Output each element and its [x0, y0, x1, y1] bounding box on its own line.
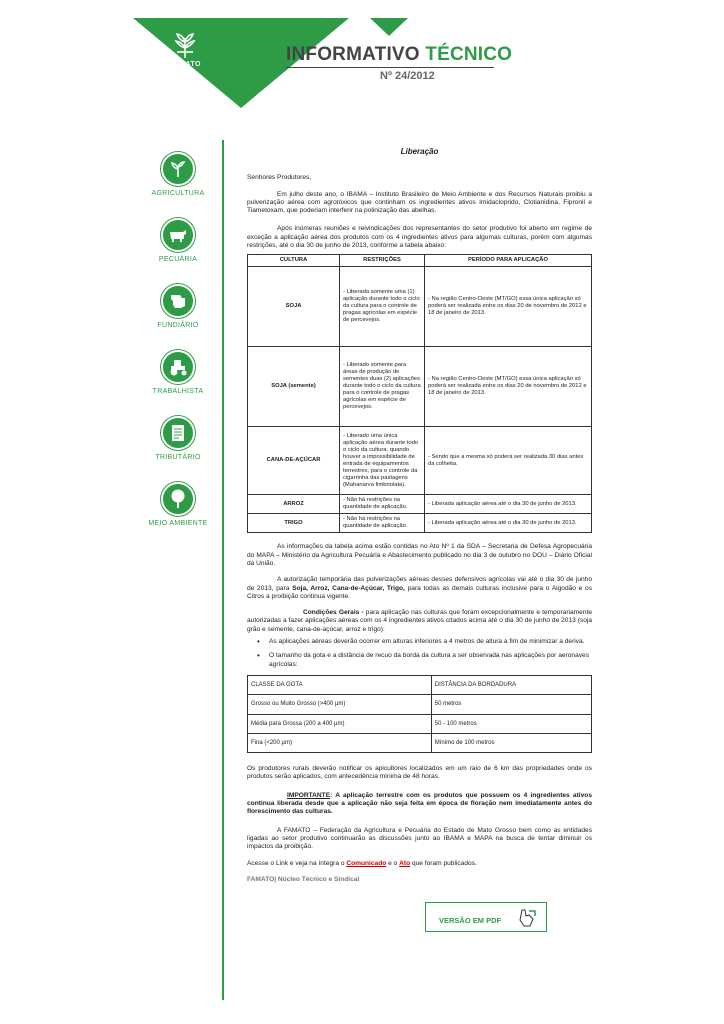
conditions-text: para aplicação nas culturas que foram excepcionalmente e temporariamente autorizadas a fazer aplicações aéreas com os 4 ingredientes ativos citados acima até o dia 30 de junho de 2013 (soja grão e semente, cana-de-açúcar, arroz e trigo): [247, 609, 592, 633]
p4-text: A autorização temporária das pulverizações aéreas desses defensivos agrícolas vai até o dia 30 de junho de 2013, para [247, 576, 592, 592]
plant-icon [161, 152, 195, 186]
page-title [286, 44, 512, 66]
map-icon [161, 284, 195, 318]
sidebar-item-label: TRIBUTÁRIO [155, 454, 201, 461]
table-row [248, 733, 592, 752]
table-cell: Grosso ou Muito Grosso (>400 µm) [248, 695, 432, 714]
sidebar-item-meio-ambiente[interactable] [148, 482, 208, 527]
table-header: CLASSE DA GOTA [248, 675, 432, 694]
table-row [248, 347, 592, 427]
ato-link[interactable]: Ato [399, 859, 411, 867]
paragraph-4 [247, 576, 592, 601]
sidebar-item-trabalhista[interactable] [148, 350, 208, 395]
p9-text-mid: e o [386, 859, 400, 867]
table-header: PERÍODO PARA APLICAÇÃO [425, 255, 592, 267]
table-cell: TRIGO [248, 514, 340, 533]
conditions-list [257, 638, 592, 669]
table-row [248, 714, 592, 733]
sidebar-item-label: AGRICULTURA [151, 190, 205, 197]
greeting: Senhores Produtores, [247, 174, 312, 182]
table-header: RESTRIÇÕES [340, 255, 425, 267]
sidebar-item-pecuaria[interactable] [148, 218, 208, 263]
paragraph-3: As informações da tabela acima estão contidas no Ato Nº 1 da SDA – Secretaria de Defesa Agropecuária do MAPA – Ministério da Agricultura Pecuária e Abastecimento publicado no dia 3 de outubro no DOU – Diário Oficial da União. [247, 543, 592, 567]
p9-text-end: que foram publicados. [410, 859, 477, 867]
pdf-version-button[interactable] [425, 902, 547, 932]
famato-logo [160, 30, 210, 74]
header-triangle [370, 18, 408, 36]
table-cell: - Sendo que a mesma só poderá ser realizada 30 dias antes da colheita. [425, 427, 592, 495]
table-cell: ARROZ [248, 495, 340, 514]
table-cell: - Na região Centro-Oeste (MT/GO) essa única aplicação só poderá ser realizada entre os dias 20 de novembro de 2012 e 18 de janeiro de 2013. [425, 267, 592, 347]
cow-icon [161, 218, 195, 252]
table-cell: - Liberado somente para áreas de produção de sementes duas (2) aplicações durante todo o ciclo da cultura para o controle de pragas agrícolas em espécie de percevejos. [340, 347, 425, 427]
important-text: : A aplicação terrestre com os produtos que possuem os 4 ingredientes ativos continua liberada desde que a aplicação não seja feita em época de floração nem imediatamente antes do florescimento das culturas. [247, 791, 592, 816]
paragraph-8: A FAMATO – Federação da Agricultura e Pecuária do Estado de Mato Grosso bem como as entidades ligadas ao setor produtivo continuarão as discussões junto ao IBAMA e MAPA na busca de tentar diminuir os impactos da proibição. [247, 826, 592, 851]
header-divider [286, 67, 494, 68]
table-row [248, 267, 592, 347]
sidebar-item-fundiario[interactable] [148, 284, 208, 329]
table-cell: CANA-DE-AÇÚCAR [248, 427, 340, 495]
table-cell: - Liberada aplicação aérea até o dia 30 de junho de 2013. [425, 495, 592, 514]
title-part-1: INFORMATIVO [286, 44, 420, 65]
tractor-icon [161, 350, 195, 384]
table-cell: Mínimo de 100 metros [431, 733, 591, 752]
table-header: CULTURA [248, 255, 340, 267]
sidebar-divider [222, 140, 224, 1000]
table-row [248, 514, 592, 533]
important-label: IMPORTANTE [287, 791, 331, 799]
table-cell: - Liberado uma única aplicação aérea durante todo o ciclo da cultura, quando houver a impossibilidade de entrada de equipamentos terrestres, para o controle da cigarrinha das pastagens (Mahanarva fimbriolata). [340, 427, 425, 495]
wheat-logo-icon [170, 30, 200, 60]
list-item: • As aplicações aéreas deverão ocorrer em alturas inferiores a 4 metros de altura a fim de minimizar a deriva. [257, 638, 592, 646]
footer-credit: FAMATO| Núcleo Técnico e Sindical [247, 875, 360, 883]
logo-text: FAMATO [169, 61, 201, 68]
sidebar-item-label: TRABALHISTA [152, 388, 204, 395]
paragraph-9 [247, 860, 592, 868]
comunicado-link[interactable]: Comunicado [346, 859, 387, 867]
p4-crops: Soja, Arroz, Cana-de-Açúcar, Trigo, [292, 584, 405, 592]
p9-text: Acesse o Link e veja na íntegra o [247, 859, 347, 867]
table-cell: - Liberada somente uma (1) aplicação durante todo o ciclo da cultura para o controle de pragas agrícolas em espécie de percevejos. [340, 267, 425, 347]
table-cell: - Liberada aplicação aérea até o dia 30 de junho de 2013. [425, 514, 592, 533]
list-item: • O tamanho da gota e a distância de recuo da borda da cultura a ser observada nas aplicações por aeronaves agrícolas: [257, 652, 592, 669]
table-cell: - Na região Centro-Oeste (MT/GO) essa única aplicação só poderá ser realizada entre os dias 20 de novembro de 2012 e 18 de janeiro de 2013. [425, 347, 592, 427]
table-row [248, 427, 592, 495]
sidebar-item-agricultura[interactable] [148, 152, 208, 197]
paragraph-1: Em julho deste ano, o IBAMA – Instituto Brasileiro de Meio Ambiente e dos Recursos Naturais proibiu a pulverização aérea com agrotóxicos que continham os ingredientes ativos Imidacloprido, Clotianidina, Fipronil e Tiametoxam, que poderiam interferir na polinização das abelhas. [247, 190, 592, 215]
paragraph-7 [247, 792, 592, 817]
article [247, 148, 592, 888]
paragraph-5 [247, 609, 592, 634]
restrictions-table [247, 254, 592, 533]
article-title: Liberação [400, 147, 439, 156]
sidebar-item-label: PECUÁRIA [158, 256, 198, 263]
pdf-button-label: VERSÃO EM PDF [439, 916, 502, 925]
table-header-row [248, 675, 592, 694]
table-header: DISTÂNCIA DA BORDADURA [431, 675, 591, 694]
table-cell: 50 - 100 metros [431, 714, 591, 733]
p4-text-end: para todas as demais culturas inclusive para o Algodão e os Citros a proibição continua vigente. [247, 584, 593, 600]
droplet-table [247, 675, 592, 753]
table-row [248, 495, 592, 514]
issue-number: Nº 24/2012 [380, 70, 435, 82]
table-row [248, 695, 592, 714]
sidebar-item-label: MEIO AMBIENTE [148, 520, 208, 527]
table-cell: 50 metros [431, 695, 591, 714]
tree-icon [161, 482, 195, 516]
paragraph-6: Os produtores rurais deverão notificar os apicultores localizados em um raio de 6 km das propriedades onde os produtos serão aplicados, com antecedência mínima de 48 horas. [247, 765, 592, 781]
table-cell: - Não há restrições na quantidade de aplicação. [340, 495, 425, 514]
sidebar-item-label: FUNDIÁRIO [157, 322, 199, 329]
title-part-2: TÉCNICO [425, 44, 513, 65]
table-cell: SOJA [248, 267, 340, 347]
table-cell: Fina (<200 µm) [248, 733, 432, 752]
table-cell: Média para Grossa (200 a 400 µm) [248, 714, 432, 733]
conditions-label: Condições Gerais - [303, 609, 364, 617]
paragraph-2: Após inúmeras reuniões e reivindicações dos representantes do setor produtivo foi aberto em regime de exceção a aplicação aérea dos produtos com os 4 ingredientes ativos para algumas culturas, porém com algumas restrições, até o dia 30 de junho de 2013, conforme a tabela abaixo: [247, 225, 592, 250]
sidebar-item-tributario[interactable] [148, 416, 208, 461]
table-header-row [248, 255, 592, 267]
pdf-hand-icon [516, 908, 538, 928]
table-cell: - Não há restrições na quantidade de aplicação. [340, 514, 425, 533]
table-cell: SOJA (semente) [248, 347, 340, 427]
document-icon [161, 416, 195, 450]
